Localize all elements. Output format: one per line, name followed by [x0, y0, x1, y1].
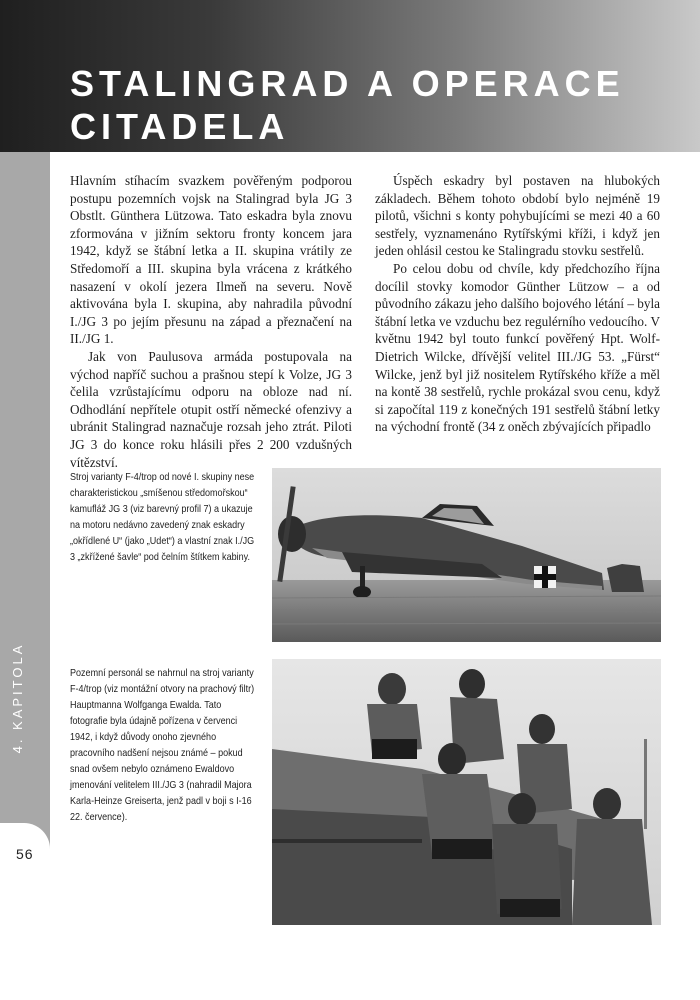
paragraph: Po celou dobu od chvíle, kdy předchozího října docílil stovky komodor Günther Lützow – a od původního zákazu jeho dalšího bojového létání – byla štábní letka ve vzduchu bez regulérního vedoucího. V květnu 1942 byl touto funkcí pověřený Hpt. Wolf-Dietrich Wilcke, dřívější velitel III./JG 53. „Fürst“ Wilcke, jenž byl již nositelem Rytířského kříže a měl na kontě 38 sestřelů, rychle prokázal svou cenu, když si započítal 119 z konečných 191 sestřelů štábní letky na východní frontě (34 z oněch zbývajících připadlo: [375, 260, 660, 435]
chapter-title: [70, 62, 625, 148]
chapter-label: 4. KAPITOLA: [10, 642, 25, 754]
photo-caption-2: Pozemní personál se nahrnul na stroj varianty F-4/trop (viz montážní otvory na prachový filtr) Hauptmanna Wolfganga Ewalda. Tato fotografie byla údajně pořízena v červenci 1942, i když důvody onoho zjevného pracovního nadšení nejsou známé – pokud snad ovšem nebylo oznámeno Ewaldovo jmenování velitelem III./JG 3 (nahradil Majora Karla-Heinze Greiserta, jenž padl v boji s I-16 22. července).: [70, 667, 255, 823]
photo-aircraft-field: [272, 468, 661, 642]
text-column-right: [375, 172, 660, 436]
paragraph: Jak von Paulusova armáda postupovala na východ napříč suchou a prašnou stepí k Volze, JG 3 čelila vzrůstajícímu odporu na obloze nad ní. Odhodlání nepřítele otupit ostří německé ofenzivy a ubránit Stalingrad naznačuje rozsah jeho ztrát. Piloti JG 3 do konce roku hlásili přes 2 200 vzdušných vítězství.: [70, 348, 352, 470]
photo-caption-1: Stroj varianty F-4/trop od nové I. skupiny nese charakteristickou „smíšenou středomořskou“ kamufláž JG 3 (viz barevný profil 7) a ukazuje na motoru nedávno zavedený znak eskadry „okřídlené U“ (jako „Udet“) a vlastní znak I./JG 3 „zkřížené šavle“ pod čelním štítkem kabiny.: [70, 471, 255, 563]
photo-ground-crew: [272, 659, 661, 925]
paragraph: Hlavním stíhacím svazkem pověřeným podporou postupu pozemních vojsk na Stalingrad byla JG 3 Obstlt. Günthera Lützowa. Tato eskadra byla znovu zformována v jižním sektoru fronty koncem jara 1942, když se štábní letka a II. skupina vrátily ze Středomoří a III. skupina byla vrácena z krátkého nasazení v okolí jezera Ilmeň na severu. Nově aktivována byla I. skupina, aby nahradila původní I./JG 3 po jejím přesunu na západ a přeznačení na II./JG 1.: [70, 173, 352, 347]
chapter-title-line-1: STALINGRAD A OPERACE: [70, 63, 625, 104]
ground-crew-photo-image: [272, 659, 661, 925]
paragraph: Úspěch eskadry byl postaven na hlubokých základech. Během tohoto období bylo nejméně 19 pilotů, všichni s konty pohybujícími se mezi 40 a 60 sestřely, vyznamenáno Rytířskými kříži, i když jen jeden ohlásil cestou ke Stalingradu stovku sestřelů.: [375, 173, 660, 259]
aircraft-photo-image: [272, 468, 661, 642]
text-column-left: [70, 172, 352, 471]
page-number: 56: [16, 846, 34, 862]
chapter-title-line-2: CITADELA: [70, 106, 290, 147]
